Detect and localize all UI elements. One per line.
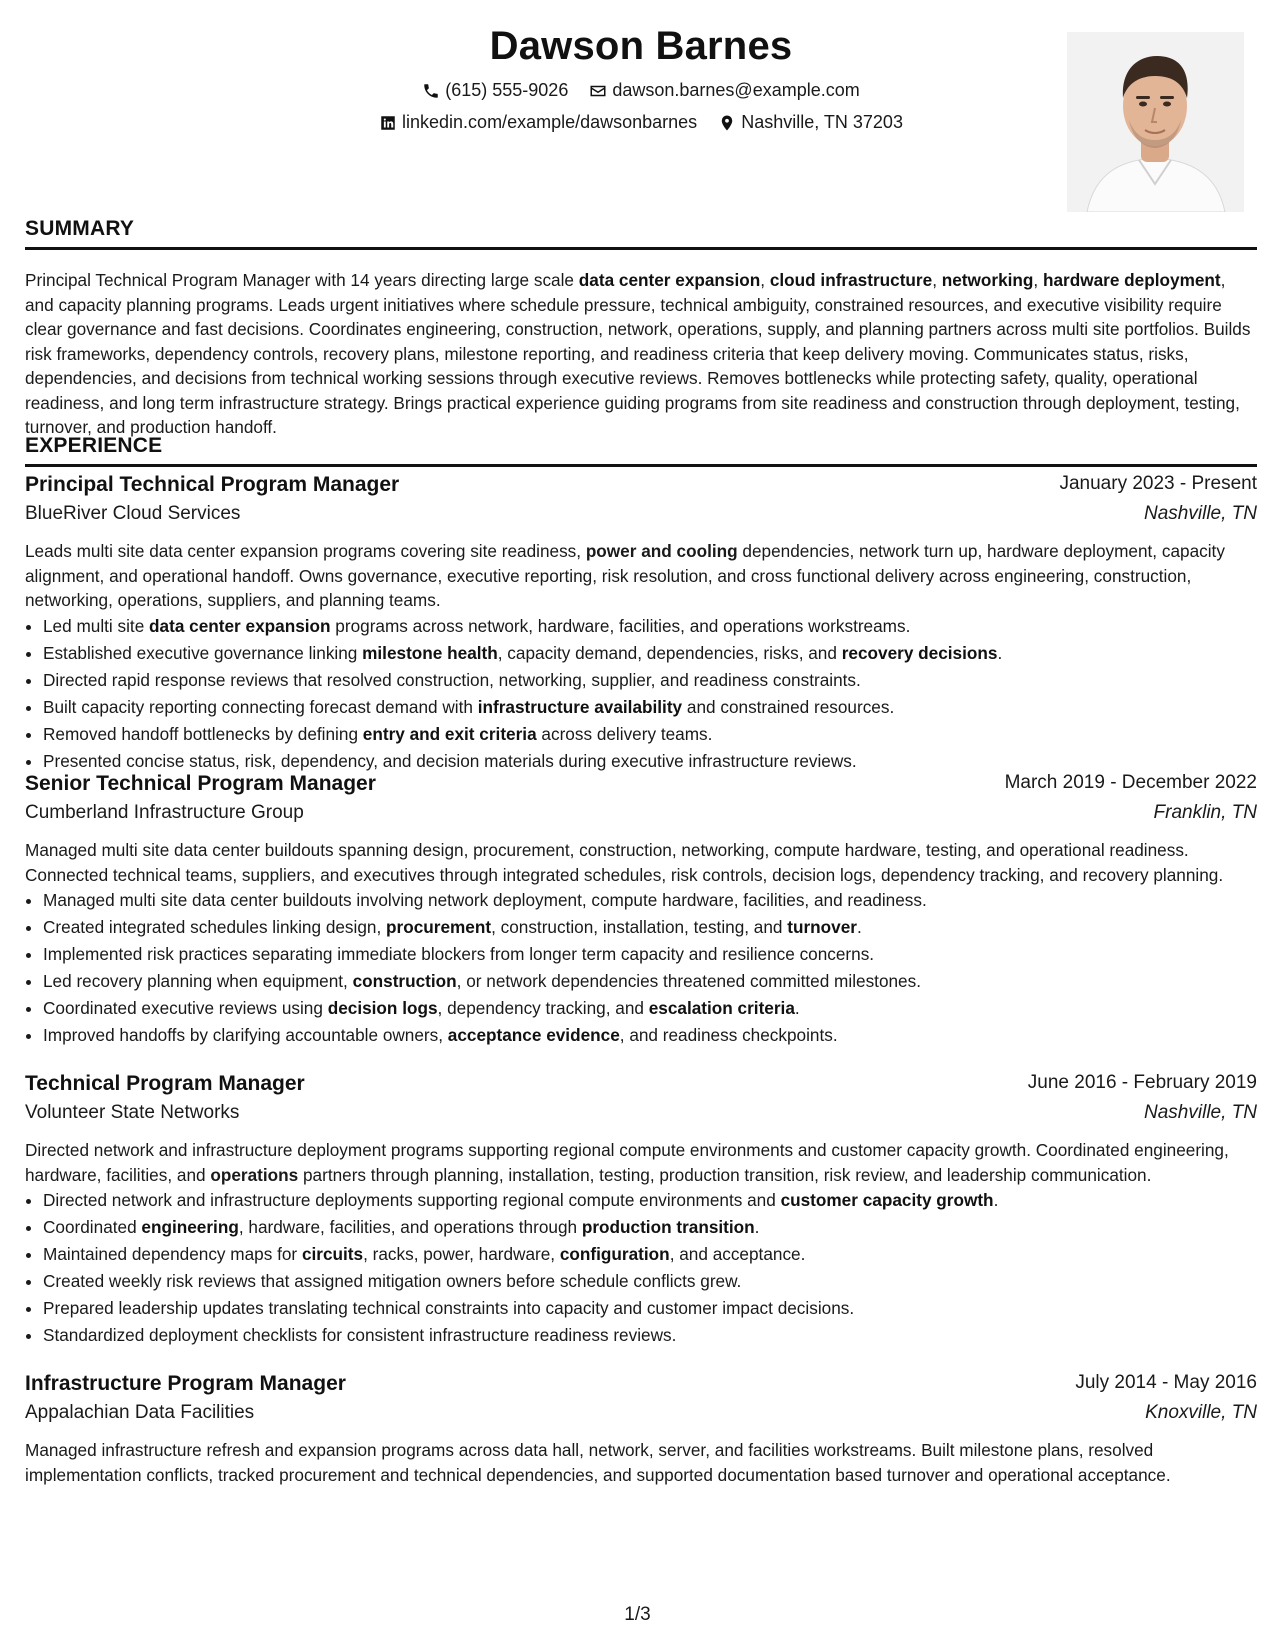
bold-keyword: acceptance evidence [447, 1025, 620, 1045]
location-text: Nashville, TN 37203 [741, 112, 903, 132]
bullet-item [43, 748, 1257, 775]
bullet-item [43, 968, 1257, 995]
job-description [25, 539, 1257, 613]
text-segment: , [1033, 270, 1043, 290]
text-segment: , and acceptance. [669, 1244, 806, 1264]
candidate-name: Dawson Barnes [489, 24, 793, 68]
bold-keyword: milestone health [362, 642, 498, 663]
email-contact[interactable] [589, 80, 859, 101]
text-segment: Led recovery planning when equipment, [43, 971, 353, 991]
envelope-icon [589, 82, 607, 100]
job-company: Cumberland Infrastructure Group [25, 802, 304, 823]
text-segment: Prepared leadership updates translating technical constraints into capacity and customer impact decisions. [43, 1298, 855, 1318]
bullet-item [43, 721, 1257, 748]
job-description [25, 1138, 1257, 1187]
linkedin-icon [379, 114, 397, 132]
text-segment: , hardware, facilities, and operations through [238, 1217, 582, 1237]
job-bullets [25, 613, 1257, 775]
text-segment: , and capacity planning programs. Leads urgent initiatives where schedule pressure, technical ambiguity, constrained resources, and executive visibility require clear governance and fast decisions. Coordinates engineering, construction, network, operations, supply, and planning partners across multi site portfolios. Builds risk frameworks, dependency controls, recovery plans, milestone reporting, and readiness criteria that keep delivery moving. Communicates status, risks, dependencies, and decisions from technical working sessions through executive reviews. Removes bottlenecks while protecting safety, quality, operational readiness, and long term infrastructure strategy. Brings practical experience guiding programs from site readiness and construction through deployment, testing, turnover, and production handoff. [25, 270, 1251, 437]
text-segment: Built capacity reporting connecting forecast demand with [43, 696, 478, 717]
text-segment: Improved handoffs by clarifying accountable owners, [43, 1025, 448, 1045]
location-contact [718, 112, 903, 133]
text-segment: programs across network, hardware, facilities, and operations workstreams. [330, 615, 911, 636]
experience-heading: EXPERIENCE [25, 434, 1257, 467]
bold-keyword: construction [352, 971, 457, 991]
bold-keyword: engineering [141, 1217, 239, 1237]
bullet-item [43, 1241, 1257, 1268]
job-entry [25, 1372, 1257, 1487]
job-title: Principal Technical Program Manager [25, 473, 400, 496]
bullet-item [43, 1322, 1257, 1349]
summary-text [25, 268, 1257, 440]
text-segment: . [993, 1190, 999, 1210]
bold-keyword: configuration [559, 1244, 670, 1264]
text-segment: Coordinated [43, 1217, 142, 1237]
bullet-item [43, 694, 1257, 721]
bullet-item [43, 887, 1257, 914]
linkedin-url: linkedin.com/example/dawsonbarnes [402, 112, 698, 132]
text-segment: , or network dependencies threatened committed milestones. [456, 971, 921, 991]
text-segment: , racks, power, hardware, [363, 1244, 560, 1264]
text-segment: Managed infrastructure refresh and expansion programs across data hall, network, server, and facilities workstreams. Built milestone plans, resolved implementation conflicts, tracked procurement and technical dependencies, and supported documentation based turnover and operational acceptance. [25, 1440, 1171, 1485]
job-title: Technical Program Manager [25, 1072, 305, 1095]
bold-keyword: circuits [301, 1244, 364, 1264]
text-segment: Coordinated executive reviews using [43, 998, 328, 1018]
bold-keyword: escalation criteria [648, 998, 795, 1018]
job-dates: June 2016 - February 2019 [1027, 1072, 1257, 1093]
bullet-item [43, 1295, 1257, 1322]
bullet-item [43, 995, 1257, 1022]
text-segment: . [794, 998, 800, 1018]
bold-keyword: recovery decisions [841, 642, 998, 663]
bold-keyword: hardware deployment [1042, 270, 1221, 290]
job-dates: July 2014 - May 2016 [1075, 1372, 1257, 1393]
bold-keyword: production transition [581, 1217, 755, 1237]
text-segment: , [932, 270, 942, 290]
bullet-item [43, 1214, 1257, 1241]
bullet-item [43, 914, 1257, 941]
job-location: Knoxville, TN [1145, 1402, 1257, 1423]
text-segment: Maintained dependency maps for [43, 1244, 302, 1264]
text-segment: Managed multi site data center buildouts involving network deployment, compute hardware, facilities, and readiness. [43, 890, 927, 910]
bold-keyword: entry and exit criteria [362, 723, 537, 744]
linkedin-contact[interactable] [379, 112, 697, 133]
text-segment: Managed multi site data center buildouts spanning design, procurement, construction, networking, compute hardware, testing, and operational readiness. Connected technical teams, suppliers, and executives through integrated schedules, risk controls, decision logs, dependency tracking, and recovery planning. [25, 840, 1224, 885]
bold-keyword: customer capacity growth [780, 1190, 994, 1210]
job-company: Appalachian Data Facilities [25, 1402, 255, 1423]
text-segment: Directed rapid response reviews that resolved construction, networking, supplier, and readiness constraints. [43, 669, 861, 690]
phone-number: (615) 555-9026 [445, 80, 569, 100]
text-segment: dependencies, network turn up, hardware deployment, capacity alignment, and operational handoff. Owns governance, executive reporting, risk resolution, and cross functional delivery across engineering, construction, networking, operations, suppliers, and planning teams. [25, 541, 1225, 610]
bullet-item [43, 667, 1257, 694]
bold-keyword: cloud infrastructure [769, 270, 933, 290]
job-bullets [25, 887, 1257, 1049]
summary-heading: SUMMARY [25, 217, 1257, 250]
text-segment: Led multi site [43, 615, 150, 636]
bold-keyword: power and cooling [585, 541, 738, 561]
bullet-item [43, 613, 1257, 640]
job-dates: January 2023 - Present [1059, 473, 1257, 494]
job-title: Infrastructure Program Manager [25, 1372, 346, 1395]
bullet-item [43, 640, 1257, 667]
text-segment: Removed handoff bottlenecks by defining [43, 723, 363, 744]
bold-keyword: operations [210, 1164, 299, 1185]
bold-keyword: procurement [386, 917, 492, 937]
text-segment: across delivery teams. [536, 723, 713, 744]
job-company: Volunteer State Networks [25, 1102, 240, 1123]
text-segment: Implemented risk practices separating immediate blockers from longer term capacity and resilience concerns. [43, 944, 875, 964]
text-segment: , [760, 270, 770, 290]
bullet-item [43, 1268, 1257, 1295]
text-segment: Established executive governance linking [43, 642, 363, 663]
bold-keyword: data center expansion [149, 615, 331, 636]
bullet-item [43, 941, 1257, 968]
text-segment: Directed network and infrastructure deployments supporting regional compute environments and [43, 1190, 781, 1210]
job-entry [25, 1072, 1257, 1349]
job-dates: March 2019 - December 2022 [1004, 772, 1257, 793]
phone-contact[interactable] [422, 80, 568, 101]
job-description [25, 838, 1257, 887]
bullet-item [43, 1022, 1257, 1049]
text-segment: . [754, 1217, 760, 1237]
text-segment: , dependency tracking, and [437, 998, 649, 1018]
text-segment: . [856, 917, 862, 937]
text-segment: , and readiness checkpoints. [619, 1025, 838, 1045]
text-segment: , construction, installation, testing, and [491, 917, 788, 937]
resume-header [25, 22, 1257, 212]
job-bullets [25, 1187, 1257, 1349]
text-segment: Standardized deployment checklists for consistent infrastructure readiness reviews. [43, 1325, 677, 1345]
bold-keyword: turnover [787, 917, 857, 937]
job-company: BlueRiver Cloud Services [25, 503, 241, 524]
text-segment: Directed network and infrastructure deployment programs supporting regional compute environments and customer capacity growth. Coordinated engineering, hardware, facilities, and [25, 1140, 1229, 1185]
text-segment: partners through planning, installation, testing, production transition, risk review, and leadership communication. [298, 1164, 1152, 1185]
job-location: Nashville, TN [1144, 503, 1257, 524]
text-segment: . [997, 642, 1003, 663]
job-title: Senior Technical Program Manager [25, 772, 376, 795]
phone-icon [422, 82, 440, 100]
profile-photo-illustration [1067, 32, 1244, 212]
job-description [25, 1438, 1257, 1487]
text-segment: Principal Technical Program Manager with 14 years directing large scale [25, 270, 579, 290]
page-indicator: 1/3 [624, 1604, 651, 1625]
email-address: dawson.barnes@example.com [612, 80, 860, 100]
text-segment: and constrained resources. [682, 696, 895, 717]
bullet-item [43, 1187, 1257, 1214]
text-segment: Created weekly risk reviews that assigned mitigation owners before schedule conflicts grew. [43, 1271, 742, 1291]
map-pin-icon [718, 114, 736, 132]
job-location: Nashville, TN [1144, 1102, 1257, 1123]
text-segment: Presented concise status, risk, dependency, and decision materials during executive infrastructure reviews. [43, 750, 857, 771]
text-segment: , capacity demand, dependencies, risks, and [497, 642, 842, 663]
bold-keyword: data center expansion [578, 270, 761, 290]
bold-keyword: networking [941, 270, 1034, 290]
text-segment: Leads multi site data center expansion programs covering site readiness, [25, 541, 586, 561]
job-location: Franklin, TN [1153, 802, 1257, 823]
job-entry [25, 772, 1257, 1049]
bold-keyword: infrastructure availability [477, 696, 683, 717]
profile-photo [1067, 32, 1244, 212]
bold-keyword: decision logs [327, 998, 438, 1018]
text-segment: Created integrated schedules linking design, [43, 917, 387, 937]
job-entry [25, 473, 1257, 775]
